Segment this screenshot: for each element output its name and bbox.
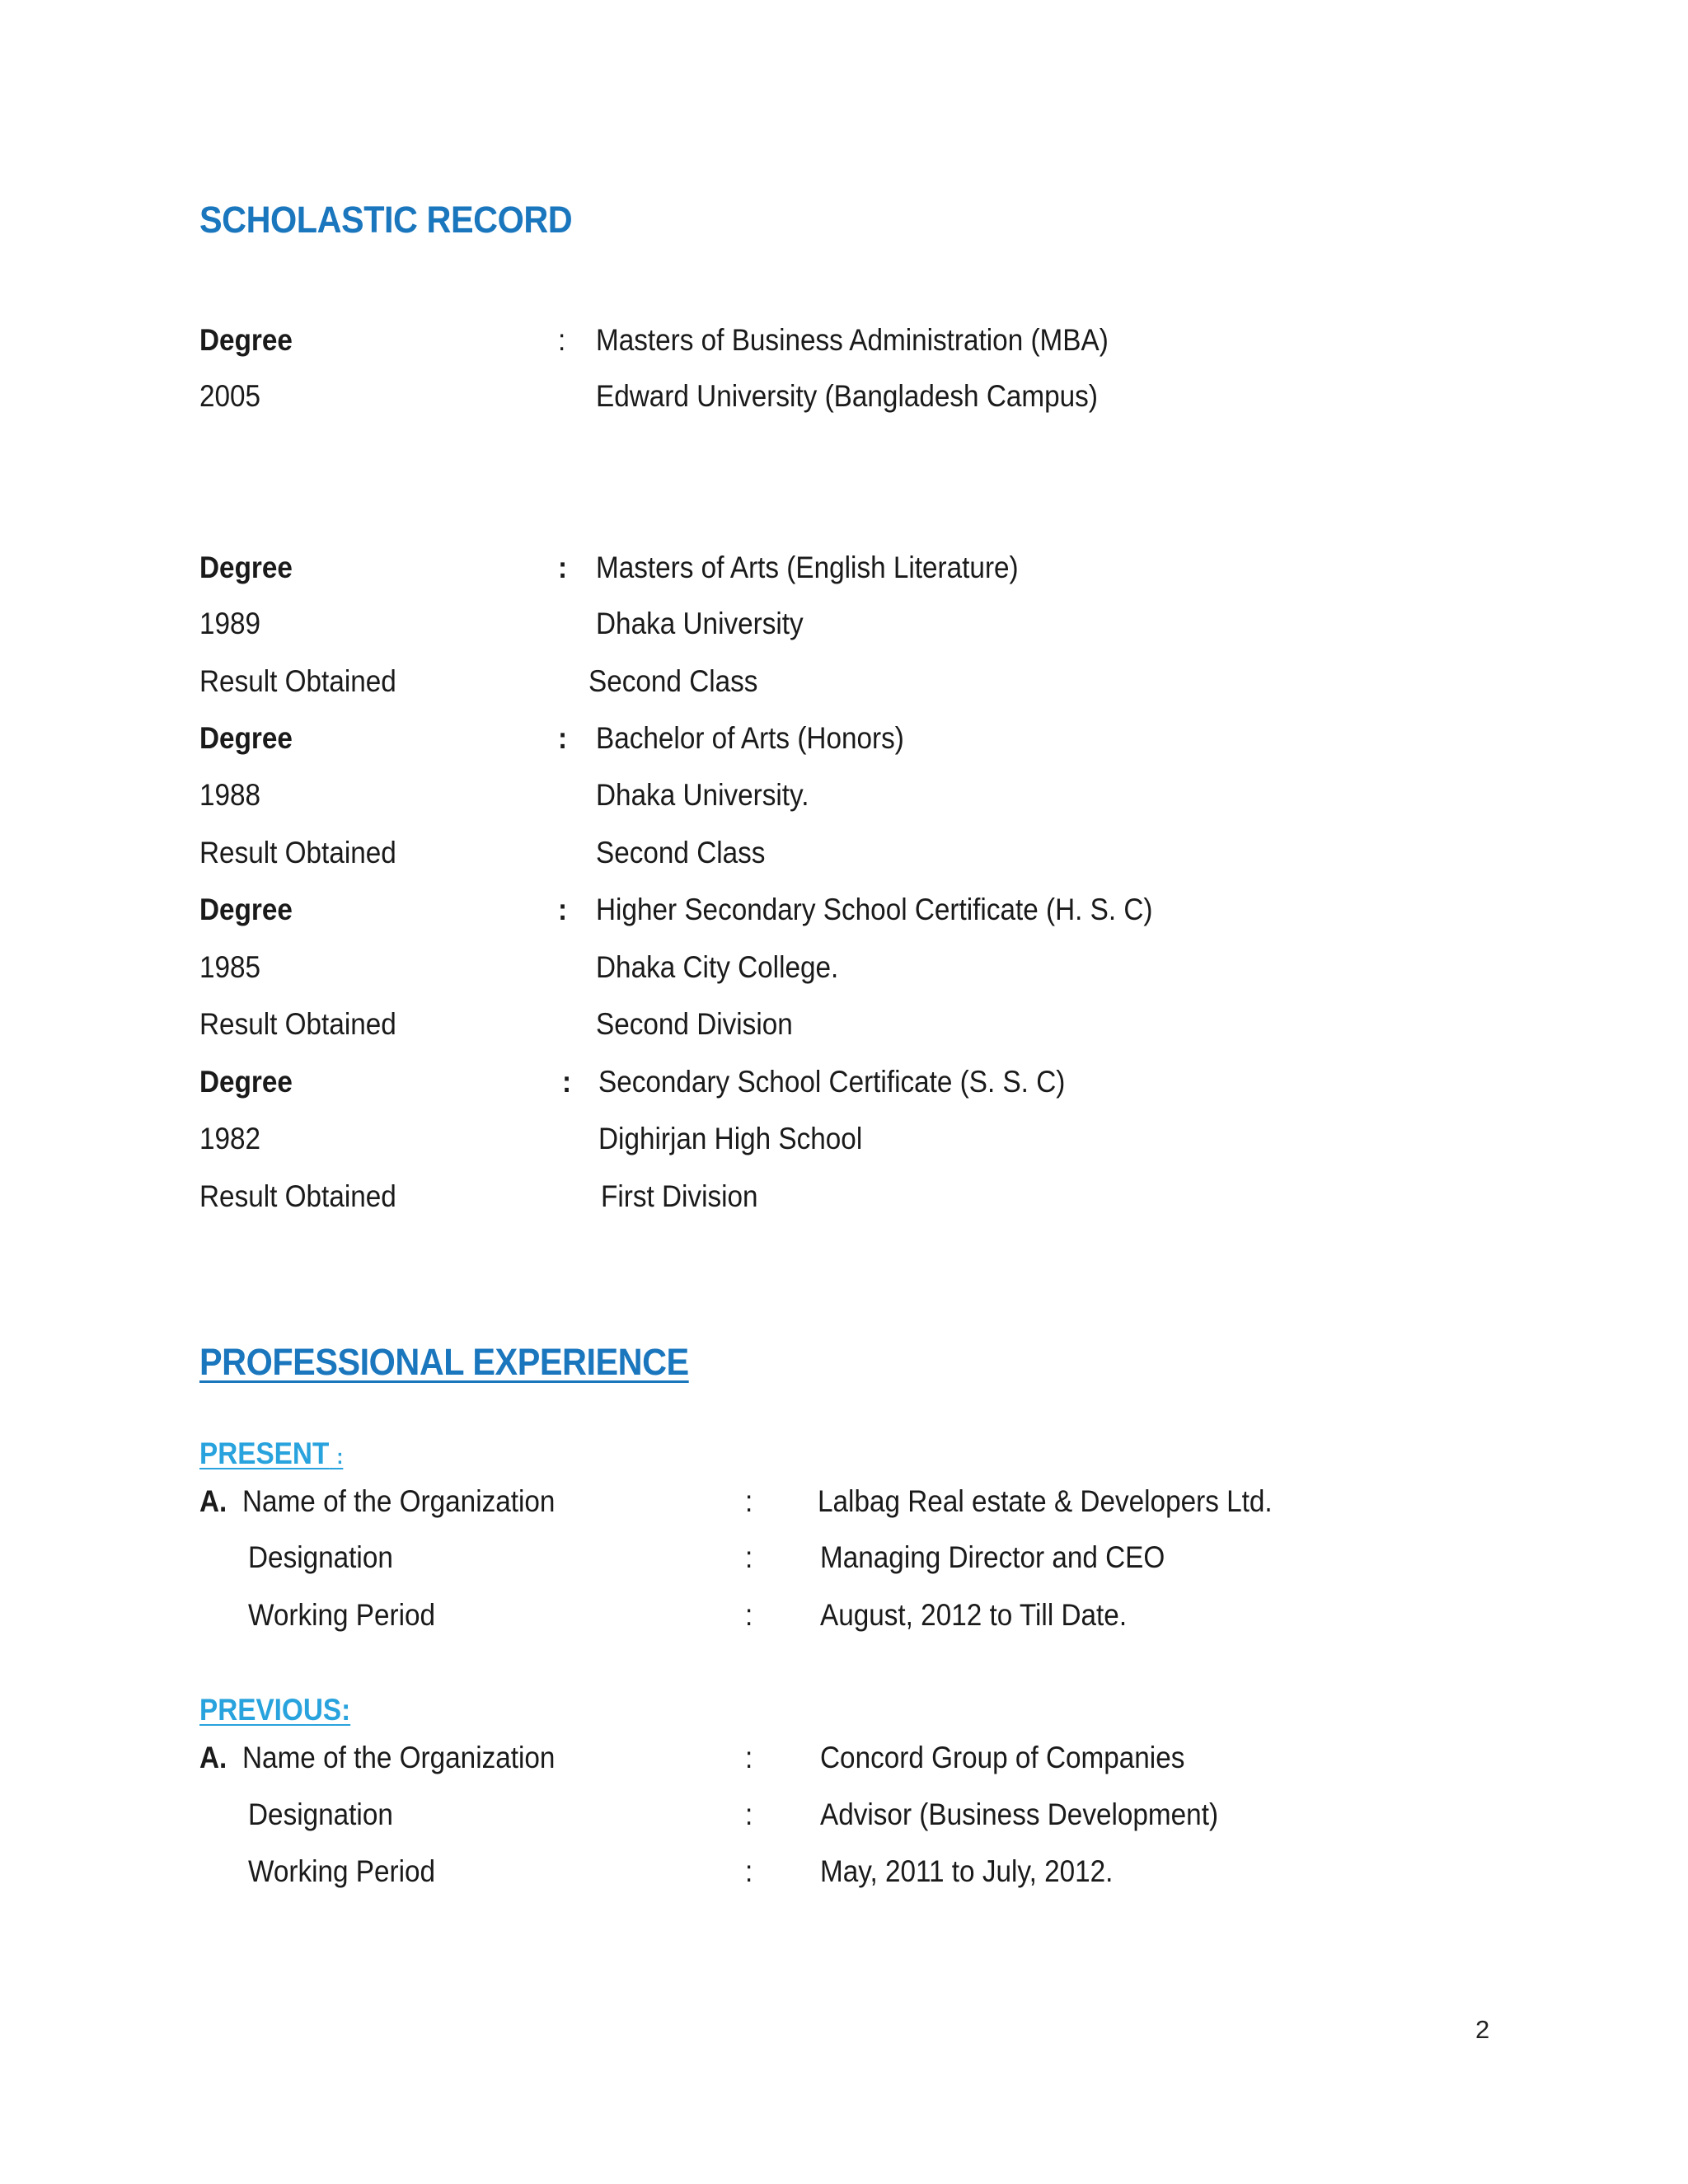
- degree-name: Masters of Arts (English Literature): [596, 551, 1019, 584]
- separator: :: [745, 1854, 753, 1888]
- period-label: Working Period: [248, 1598, 436, 1632]
- degree-institution: Dhaka University.: [596, 778, 809, 812]
- org-label: Name of the Organization: [242, 1741, 556, 1774]
- result-label: Result Obtained: [199, 1179, 396, 1213]
- degree-year: 1988: [199, 778, 261, 812]
- degree-institution: Dighirjan High School: [598, 1122, 863, 1155]
- result-value: Second Class: [588, 664, 758, 698]
- separator: :: [745, 1540, 753, 1574]
- page-number: 2: [1475, 2015, 1490, 2044]
- period-value: May, 2011 to July, 2012.: [820, 1854, 1114, 1888]
- separator: :: [745, 1598, 753, 1632]
- degree-name: Bachelor of Arts (Honors): [596, 721, 904, 755]
- list-marker: A.: [199, 1741, 227, 1774]
- designation-label: Designation: [248, 1540, 393, 1574]
- degree-label: Degree: [199, 323, 293, 357]
- experience-heading: PROFESSIONAL EXPERIENCE: [199, 1341, 689, 1383]
- designation-value: Managing Director and CEO: [820, 1540, 1165, 1574]
- scholastic-heading: SCHOLASTIC RECORD: [199, 199, 573, 241]
- degree-institution: Dhaka City College.: [596, 950, 839, 984]
- separator: :: [745, 1741, 753, 1774]
- separator: :: [745, 1484, 753, 1518]
- separator: :: [562, 1065, 572, 1099]
- present-label-text: PRESENT: [199, 1436, 330, 1470]
- previous-label: PREVIOUS:: [199, 1693, 351, 1727]
- degree-name: Secondary School Certificate (S. S. C): [598, 1065, 1066, 1099]
- degree-name: Masters of Business Administration (MBA): [596, 323, 1109, 357]
- separator: :: [558, 551, 568, 584]
- degree-year: 1985: [199, 950, 261, 984]
- org-value: Lalbag Real estate & Developers Ltd.: [818, 1484, 1273, 1518]
- list-marker: A.: [199, 1484, 227, 1518]
- result-value: Second Division: [596, 1007, 793, 1041]
- degree-label: Degree: [199, 551, 293, 584]
- degree-institution: Dhaka University: [596, 607, 804, 640]
- degree-label: Degree: [199, 1065, 293, 1099]
- degree-label: Degree: [199, 893, 293, 926]
- org-value: Concord Group of Companies: [820, 1741, 1185, 1774]
- period-label: Working Period: [248, 1854, 436, 1888]
- result-value: First Division: [601, 1179, 758, 1213]
- present-label-colon: :: [336, 1444, 344, 1469]
- designation-value: Advisor (Business Development): [820, 1797, 1219, 1831]
- result-value: Second Class: [596, 836, 766, 869]
- separator: :: [558, 721, 568, 755]
- degree-label: Degree: [199, 721, 293, 755]
- separator: :: [558, 323, 566, 357]
- result-label: Result Obtained: [199, 664, 396, 698]
- org-label: Name of the Organization: [242, 1484, 556, 1518]
- degree-year: 1989: [199, 607, 261, 640]
- result-label: Result Obtained: [199, 1007, 396, 1041]
- degree-year: 1982: [199, 1122, 261, 1155]
- period-value: August, 2012 to Till Date.: [820, 1598, 1128, 1632]
- degree-name: Higher Secondary School Certificate (H. S. C): [596, 893, 1153, 926]
- separator: :: [558, 893, 568, 926]
- degree-institution: Edward University (Bangladesh Campus): [596, 379, 1098, 413]
- separator: :: [745, 1797, 753, 1831]
- result-label: Result Obtained: [199, 836, 396, 869]
- present-label: [199, 1438, 343, 1469]
- designation-label: Designation: [248, 1797, 393, 1831]
- degree-year: 2005: [199, 379, 261, 413]
